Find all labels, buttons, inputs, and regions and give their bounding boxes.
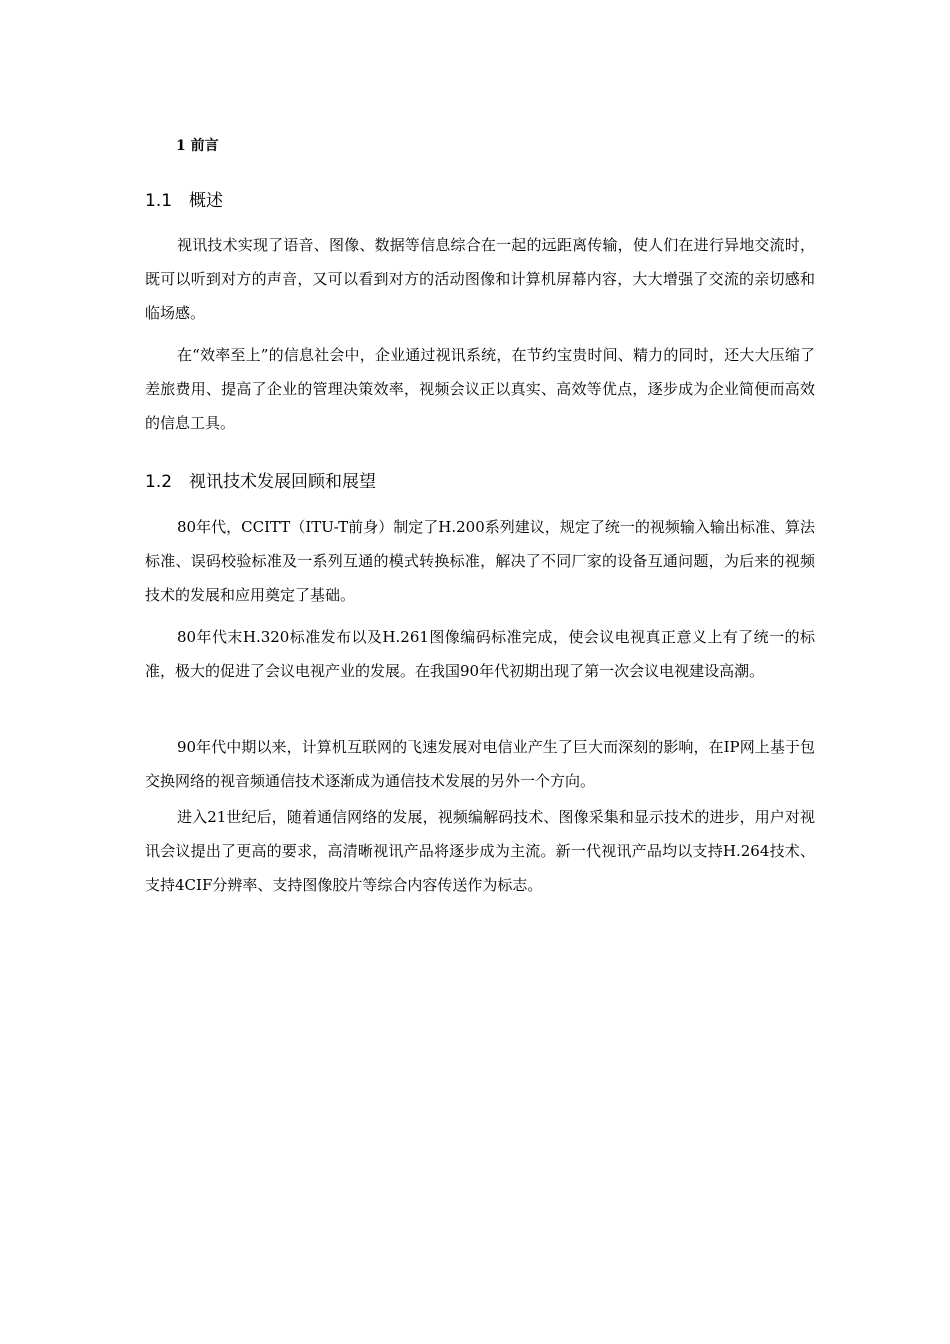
paragraph: 视讯技术实现了语音、图像、数据等信息综合在一起的远距离传输，使人们在进行异地交流时，既可以听到对方的声音，又可以看到对方的活动图像和计算机屏幕内容，大大增强了交流的亲切感和临场感。 (145, 236, 815, 322)
chapter-title: 1 前言 (176, 138, 219, 154)
section-title-text: 概述 (189, 191, 223, 211)
paragraph: 进入21世纪后，随着通信网络的发展，视频编解码技术、图像采集和显示技术的进步，用户对视讯会议提出了更高的要求，高清晰视讯产品将逐步成为主流。新一代视讯产品均以支持H.264技术、支持4CIF分辨率、支持图像胶片等综合内容传送作为标志。 (145, 808, 815, 894)
section-title-text: 视讯技术发展回顾和展望 (189, 472, 376, 492)
paragraph: 90年代中期以来，计算机互联网的飞速发展对电信业产生了巨大而深刻的影响，在IP网上基于包交换网络的视音频通信技术逐渐成为通信技术发展的另外一个方向。 (145, 738, 815, 790)
paragraph: 80年代末H.320标准发布以及H.261图像编码标准完成，使会议电视真正意义上有了统一的标准，极大的促进了会议电视产业的发展。在我国90年代初期出现了第一次会议电视建设高潮。 (145, 628, 815, 680)
paragraph: 在“效率至上”的信息社会中，企业通过视讯系统，在节约宝贵时间、精力的同时，还大大压缩了差旅费用、提高了企业的管理决策效率，视频会议正以真实、高效等优点，逐步成为企业简便而高效的信息工具。 (145, 346, 815, 432)
section-number: 1.2 (145, 472, 173, 492)
section-heading-history (145, 470, 376, 494)
section-number: 1.1 (145, 191, 173, 211)
section-heading-overview (145, 189, 223, 213)
paragraph: 80年代，CCITT（ITU-T前身）制定了H.200系列建议，规定了统一的视频输入输出标准、算法标准、误码校验标准及一系列互通的模式转换标准，解决了不同厂家的设备互通问题，为后来的视频技术的发展和应用奠定了基础。 (145, 518, 815, 604)
